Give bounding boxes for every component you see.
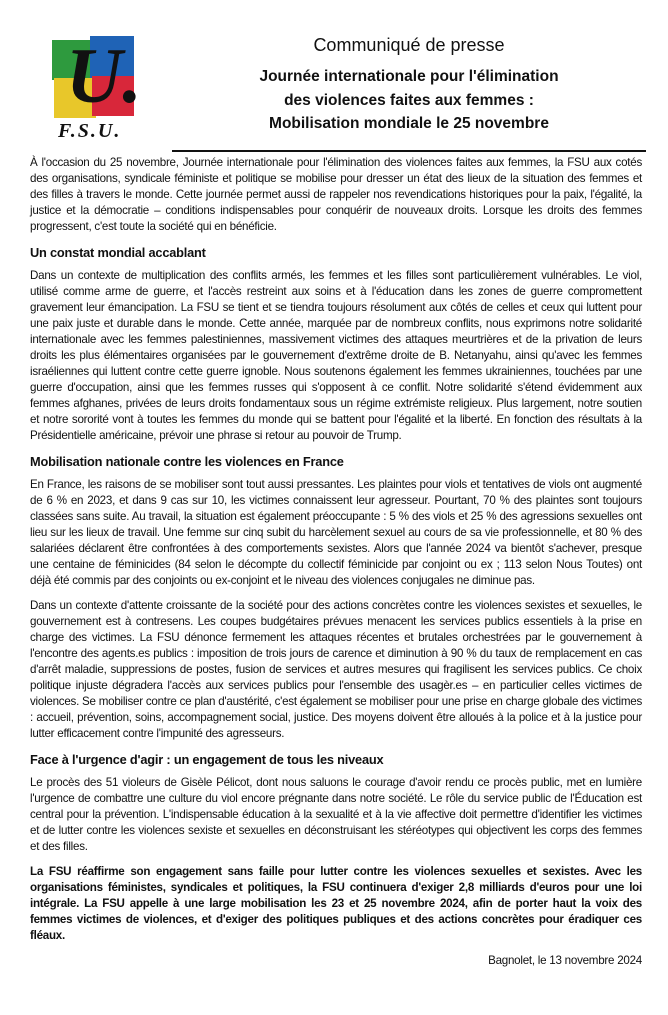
section-heading: Mobilisation nationale contre les violences en France <box>30 454 344 469</box>
document-header <box>172 33 646 136</box>
section-paragraph: En France, les raisons de se mobiliser sont tout aussi pressantes. Les plaintes pour viols et tentatives de viols ont augmenté de 6 % en 2023, et dans 9 cas sur 10, les victimes connaissent leur agresseur. Pourtant, 70 % des plaintes sont toujours classées sans suite. Au travail, la situation est également préoccupante : 5 % des viols et 25 % des agressions sexuelles ont lieu sur les lieux de travail. Une femme sur cinq subit du harcèlement sexuel au cours de sa vie professionnelle, et 80 % des salariées déclarent être confrontées à des comportements sexistes. Alors que l'année 2024 va bientôt s'achever, presque une centaine de féminicides (84 selon le décompte du collectif féminicide par conjoint ou ex ; 113 selon Nous Toutes) ont déjà été commis par des conjoints ou ex-conjoint et le niveau des violences conjugales ne diminue pas. <box>30 478 642 587</box>
section-paragraph: Dans un contexte de multiplication des conflits armés, les femmes et les filles sont particulièrement vulnérables. Le viol, utilisé comme arme de guerre, et l'accès restreint aux soins et à l'éducation dans les zones de guerre compromettent gravement leur émancipation. La FSU se tient et se tiendra toujours résolument aux côtés de celles et ceux qui luttent pour une paix juste et durable dans le monde. Cette année, marquée par de nombreux conflits, nous exprimons notre solidarité internationale avec les femmes palestiniennes, massivement victimes des attaques meurtrières et de la privation de leurs droits les plus élémentaires organisées par le gouvernement d'extrême droite de B. Netanyahu, ainsi qu'avec les femmes israéliennes qui luttent contre cette guerre ignoble. Nous soutenons également les femmes ukrainiennes, touchées par une guerre d'occupation, ainsi que les femmes russes qui s'opposent à ce conflit. Notre solidarité s'étend évidemment aux femmes afghanes, privées de leurs droits fondamentaux sous un régime extrémiste religieux. Plus largement, notre soutien et notre sororité vont à toutes les femmes du monde qui se battent pour l'égalité et la liberté. En fonction des résultats à la Présidentielle américaine, prévoir une phrase si retour au pouvoir de Trump. <box>30 269 642 442</box>
logo-letter: U. <box>66 32 142 119</box>
section-heading: Un constat mondial accablant <box>30 245 206 260</box>
section-paragraph: Dans un contexte d'attente croissante de la société pour des actions concrètes contre les violences sexistes et sexuelles, le gouvernement est à contresens. Les coupes budgétaires prévues menacent les services publics essentiels à la prise en charge des victimes. La FSU dénonce fermement les attaques récentes et brutales orchestrées par le gouvernement à l'encontre des agents.es publics : imposition de trois jours de carence et diminution à 90 % du taux de remplacement en cas d'arrêt maladie, suppressions de postes, fusion de services et autres mesures qui fragilisent les services publics. Ce choix politique injuste dégradera l'accès aux services publics pour l'ensemble des usagèr.es – en particulier celles victimes de violences. Se mobiliser contre ce plan d'austérité, c'est également se mobiliser pour une prise en charge globale des victimes : accueil, prévention, soins, accompagnement social, justice. Des moyens doivent être alloués à la police et à la justice pour lutter efficacement contre l'impunité des agresseurs. <box>30 599 642 740</box>
intro-paragraph: À l'occasion du 25 novembre, Journée internationale pour l'élimination des violences faites aux femmes, la FSU aux cotés des organisations, syndicale féministe et politique se mobilise pour dresser un état des lieux de la situation des femmes et des filles à travers le monde. Cette journée permet aussi de rappeler nos revendications historiques pour la paix, l'égalité, la justice et la démocratie – conditions indispensables pour conquérir de nouveaux droits. Lorsque les droits des femmes progressent, c'est toute la société qui en bénéficie. <box>30 156 642 233</box>
subtitle-line: Journée internationale pour l'élimination <box>259 68 559 85</box>
document-title: Communiqué de presse <box>313 35 505 55</box>
section-paragraph: Le procès des 51 violeurs de Gisèle Pélicot, dont nous saluons le courage d'avoir rendu ce procès public, met en lumière l'urgence de combattre une culture du viol encore prégnante dans notre société. Le rôle du service public de l'Éducation est central pour la prévention. L'indispensable éducation à la sexualité et à la vie affective doit permettre d'identifier les victimes et de lutter contre les violences sexiste et sexuelles en déconstruisant les stéréotypes qui objectivent les corps des femmes et des filles. <box>30 776 642 853</box>
document-body <box>30 155 642 969</box>
subtitle-line: Mobilisation mondiale le 25 novembre <box>269 115 549 132</box>
fsu-logo <box>52 32 142 144</box>
header-divider <box>172 150 646 152</box>
signature-date: Bagnolet, le 13 novembre 2024 <box>488 954 642 967</box>
conclusion-paragraph: La FSU réaffirme son engagement sans faille pour lutter contre les violences sexuelles et sexistes. Avec les organisations féministes, syndicales et politiques, la FSU continuera d'exiger 2,8 milliards d'euros pour une loi intégrale. La FSU appelle à une large mobilisation les 23 et 25 novembre 2024, afin de porter haut la voix des femmes victimes de violences, et d'exiger des politiques publiques et des actions concrètes pour éradiquer ces fléaux. <box>30 865 642 942</box>
section-heading: Face à l'urgence d'agir : un engagement de tous les niveaux <box>30 752 384 767</box>
logo-text: F.S.U. <box>58 120 122 142</box>
subtitle-line: des violences faites aux femmes : <box>284 91 534 109</box>
